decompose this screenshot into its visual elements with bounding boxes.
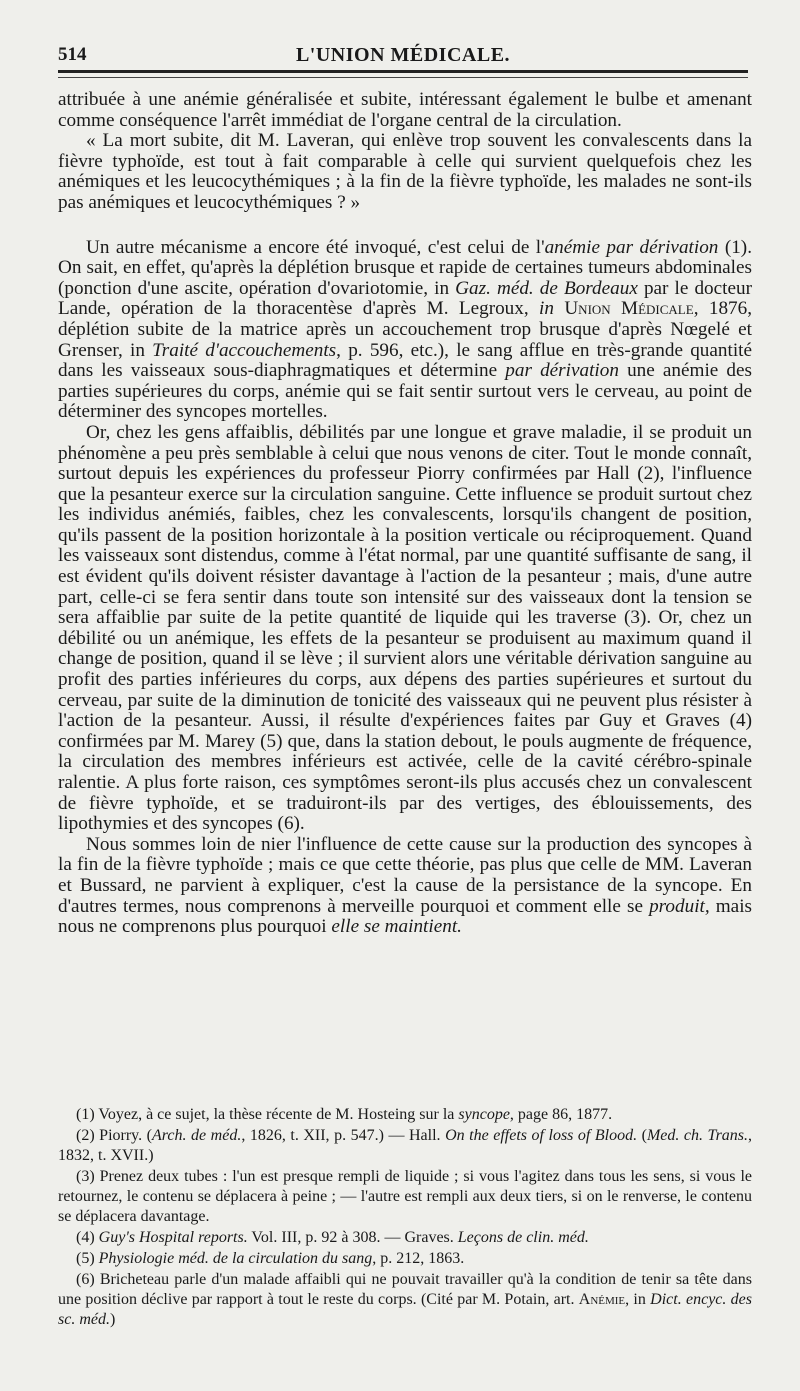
text-run: Un autre mécanisme a encore été invoqué, c'est celui de l': [86, 236, 545, 258]
text-run: (4): [76, 1229, 99, 1246]
text-run: , 1832, t. XVII.): [58, 1127, 753, 1164]
smallcaps-run: Anémie: [578, 1291, 626, 1308]
footnote-1: [58, 1105, 752, 1125]
italic-run: Dict. encyc. des sc. méd.: [58, 1291, 753, 1328]
paragraph-4: Or, chez les gens affaiblis, débilités par une longue et grave maladie, il se produit un phénomène a peu près semblable à celui que nous venons de citer. Tout le monde connaît, surtout depuis les expériences du professeur Piorry confirmées par Hall (2), l'influence que la pesanteur exerce sur la circulation sanguine. Cette influence se produit surtout chez les individus anémiés, faibles, chez les convalescents, lorsqu'ils changent de position, qu'ils passent de la position horizontale à la position verticale ou réciproquement. Quand les vaisseaux sont distendus, comme à l'état normal, par une quantité suffisante de sang, il est évident qu'ils doivent résister davantage à l'action de la pesanteur ; mais, d'une autre part, celle-ci se fera sentir dans toute son intensité sur des vaisseaux dont la tension se sera affaiblie par suite de la petite quantité de liquide qui les traverse (3). Or, chez un débilité ou un anémique, les effets de la pesanteur se produisent au maximum quand il change de position, quand il se lève ; il survient alors une véritable dérivation sanguine au profit des parties inférieures du corps, aux dépens des parties supérieures et surtout du cerveau, par suite de la diminution de tonicité des vaisseaux qui ne peuvent plus résister à l'action de la pesanteur. Aussi, il résulte d'expériences faites par Guy et Graves (4) confirmées par M. Marey (5) que, dans la station debout, le pouls augmente de fréquence, la circulation des membres inférieurs est activée, celle de la cavité cérébro-spinale ralentie. A plus forte raison, ces symptômes seront-ils plus accusés chez un convalescent de fièvre typhoïde, et se traduiront-ils par des vertiges, des éblouissements, des lipothymies et des syncopes (6).: [58, 421, 752, 835]
main-text: [58, 90, 752, 938]
footnote-4: [58, 1228, 752, 1248]
footnote-6: [58, 1270, 752, 1330]
text-run: , page 86, 1877.: [509, 1106, 613, 1123]
page-number: 514: [58, 44, 87, 65]
text-run: mais nous ne comprenons plus pourquoi: [58, 895, 752, 938]
italic-run: Arch. de méd.: [152, 1127, 242, 1144]
text-run: (1). On sait, en effet, qu'après la déplétion brusque et rapide de certaines tumeurs abdominales (ponction d'une ascite, opération d'ovariotomie, in: [58, 236, 752, 299]
italic-run: Physiologie méd. de la circulation du sang: [98, 1250, 373, 1267]
text-run: , 1876, déplétion subite de la matrice après un accouchement trop brusque d'après Nœgelé et Grenser, in: [58, 298, 753, 361]
paragraph-2-quote: « La mort subite, dit M. Laveran, qui enlève trop souvent les convalescents dans la fièvre typhoïde, est tout à fait comparable à celle qui survient quelquefois chez les anémiques et les leucocythémiques ; à la fin de la fièvre typhoïde, les malades ne sont-ils pas anémiques et leucocythémiques ? »: [58, 130, 752, 213]
text-run: (5): [76, 1250, 99, 1267]
running-title: L'UNION MÉDICALE.: [295, 44, 511, 66]
text-run: (1) Voyez, à ce sujet, la thèse récente de M. Hosteing sur la: [76, 1106, 459, 1123]
italic-run: syncope: [458, 1106, 510, 1123]
text-run: (6) Bricheteau parle d'un malade affaibli qui ne pouvait travailler qu'à la condition de tenir sa tête dans une position déclive par rapport à tout le reste du corps. (Cité par M. Potain, art.: [58, 1271, 752, 1308]
text-run: par le docteur Lande, opération de la thoracentèse d'après M. Legroux,: [58, 277, 752, 320]
italic-run: produit,: [649, 895, 710, 917]
header-rule: [58, 70, 748, 78]
footnote-3: (3) Prenez deux tubes : l'un est presque rempli de liquide ; si vous l'agitez dans tous les sens, si vous le retournez, le contenu se déplacera à peine ; — l'autre est rempli aux deux tiers, si on le renverse, le contenu se déplacera davantage.: [58, 1168, 752, 1225]
italic-run: Gaz. méd. de Bordeaux: [455, 277, 638, 299]
footnote-5: [58, 1249, 752, 1269]
text-run: , p. 212, 1863.: [372, 1250, 465, 1267]
paragraph-3: [58, 238, 752, 423]
italic-run: in: [539, 298, 554, 320]
italic-run: Guy's Hospital reports.: [98, 1229, 248, 1246]
text-run: ): [109, 1311, 116, 1328]
paragraph-gap: [58, 214, 752, 238]
text-run: (2) Piorry. (: [76, 1127, 152, 1144]
italic-run: elle se maintient.: [331, 916, 462, 938]
text-run: , 1826, t. XII, p. 547.) — Hall.: [241, 1127, 446, 1144]
text-run: , p. 596, etc.), le sang afflue en très-grande quantité dans les vaisseaux sous-diaphragmatiques et détermine: [58, 339, 752, 382]
italic-run: Med. ch. Trans.: [646, 1127, 749, 1144]
italic-run: par dérivation: [505, 360, 619, 382]
paragraph-5: [58, 835, 752, 938]
italic-run: anémie par dérivation: [544, 236, 719, 258]
text-run: (: [637, 1127, 647, 1144]
italic-run: Leçons de clin. méd.: [457, 1229, 589, 1246]
italic-run: On the effets of loss of Blood.: [445, 1127, 638, 1144]
italic-run: Traité d'accouchements: [152, 339, 337, 361]
text-run: Nous sommes loin de nier l'influence de cette cause sur la production des syncopes à la fin de la fièvre typhoïde ; mais ce que cette théorie, pas plus que celle de MM. Laveran et Bussard, ne parvient à expliquer, c'est la cause de la persistance de la syncope. En d'autres termes, nous comprenons à merveille pourquoi et comment elle se: [58, 833, 752, 917]
footnote-2: [58, 1126, 752, 1166]
text-run: une anémie des parties supérieures du corps, anémie qui se fait sentir surtout vers le cerveau, au point de déterminer des syncopes mortelles.: [58, 360, 752, 423]
paragraph-1: attribuée à une anémie généralisée et subite, intéressant également le bulbe et amenant comme conséquence l'arrêt immédiat de l'organe central de la circulation.: [58, 89, 752, 131]
text-run: [554, 298, 564, 319]
footnotes: [58, 1105, 752, 1331]
smallcaps-run: Union Médicale: [564, 298, 694, 320]
text-run: Vol. III, p. 92 à 308. — Graves.: [247, 1229, 458, 1246]
text-run: , in: [625, 1291, 651, 1308]
